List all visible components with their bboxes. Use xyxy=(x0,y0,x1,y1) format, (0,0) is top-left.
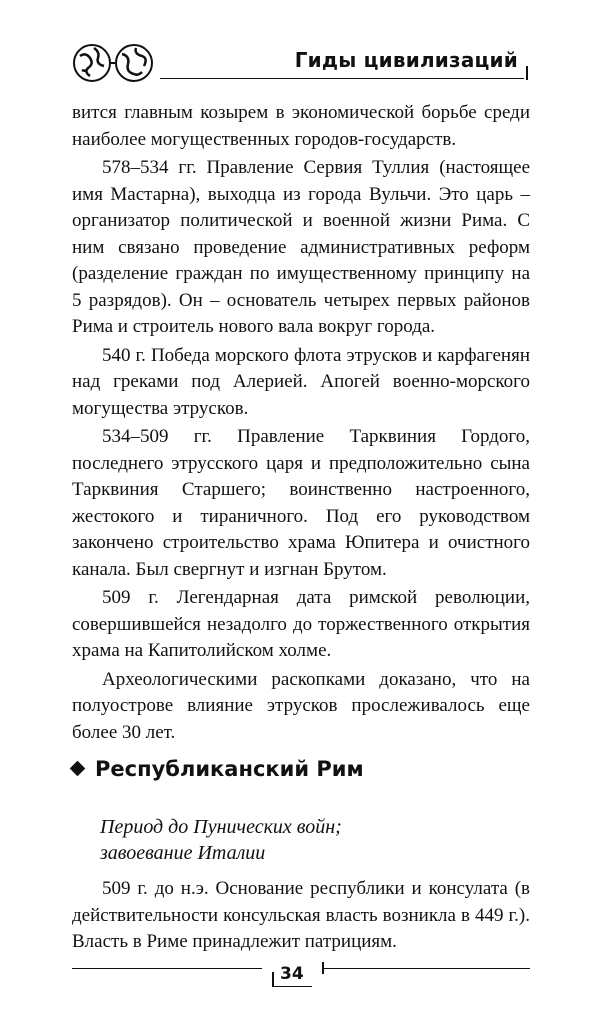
diamond-bullet-icon xyxy=(70,761,86,777)
footer-rule-left xyxy=(72,968,262,969)
header-tick xyxy=(526,66,528,80)
paragraph-continuation: вится главным козырем в экономической борьбе среди наиболее могущественных городов-государств. xyxy=(72,102,530,150)
paragraph-republic: 509 г. до н.э. Основание республики и консулата (в действительности консульская власть возникла в 449 г.). Власть в Риме принадлежит патрициям. xyxy=(72,878,530,952)
main-text xyxy=(72,100,530,746)
paragraph-alalia: 540 г. Победа морского флота этрусков и карфагенян над греками под Алерией. Апогей военно-морского могущества этрусков. xyxy=(72,344,530,419)
page-number-base xyxy=(272,986,312,987)
section-body xyxy=(72,876,530,956)
header-rule xyxy=(160,78,524,79)
subtitle-line-1: Период до Пунических войн; xyxy=(100,816,342,838)
page-number-tick-left xyxy=(272,972,274,986)
running-header xyxy=(72,36,532,86)
subtitle-line-2: завоевание Италии xyxy=(100,842,266,864)
paragraph-tarquinius: 534–509 гг. Правление Тарквиния Гордого, последнего этрусского царя и предположительно сына Тарквиния Старшего; воинственно настроенного, жестокого и тираничного. Под его руководством закончено строительство храма Юпитера и очистного канала. Был свергнут и изгнан Брутом. xyxy=(72,426,530,580)
paragraph-archaeology: Археологическими раскопками доказано, что на полуострове влияние этрусков прослеживалось еще более 30 лет. xyxy=(72,668,530,743)
footer-rule-right xyxy=(324,968,530,969)
section-title-wrap xyxy=(72,757,530,781)
section-title: Республиканский Рим xyxy=(95,757,364,781)
page-number: 34 xyxy=(280,964,304,984)
paragraph-servius-tullius: 578–534 гг. Правление Сервия Туллия (настоящее имя Мастарна), выходца из города Вульчи. Это царь – организатор политической и военной жизни Рима. С ним связано проведение административных реформ (разделение граждан по имущественному принципу на 5 разрядов). Он – основатель четырех первых районов Рима и строитель нового вала вокруг города. xyxy=(72,157,530,337)
section-heading xyxy=(72,757,530,781)
running-header-title: Гиды цивилизаций xyxy=(294,48,518,72)
globes-icon xyxy=(72,42,158,84)
paragraph-revolution: 509 г. Легендарная дата римской революции, совершившейся незадолго до торжественного открытия храма на Капитолийском холме. xyxy=(72,587,530,661)
section-subtitle xyxy=(100,814,520,866)
